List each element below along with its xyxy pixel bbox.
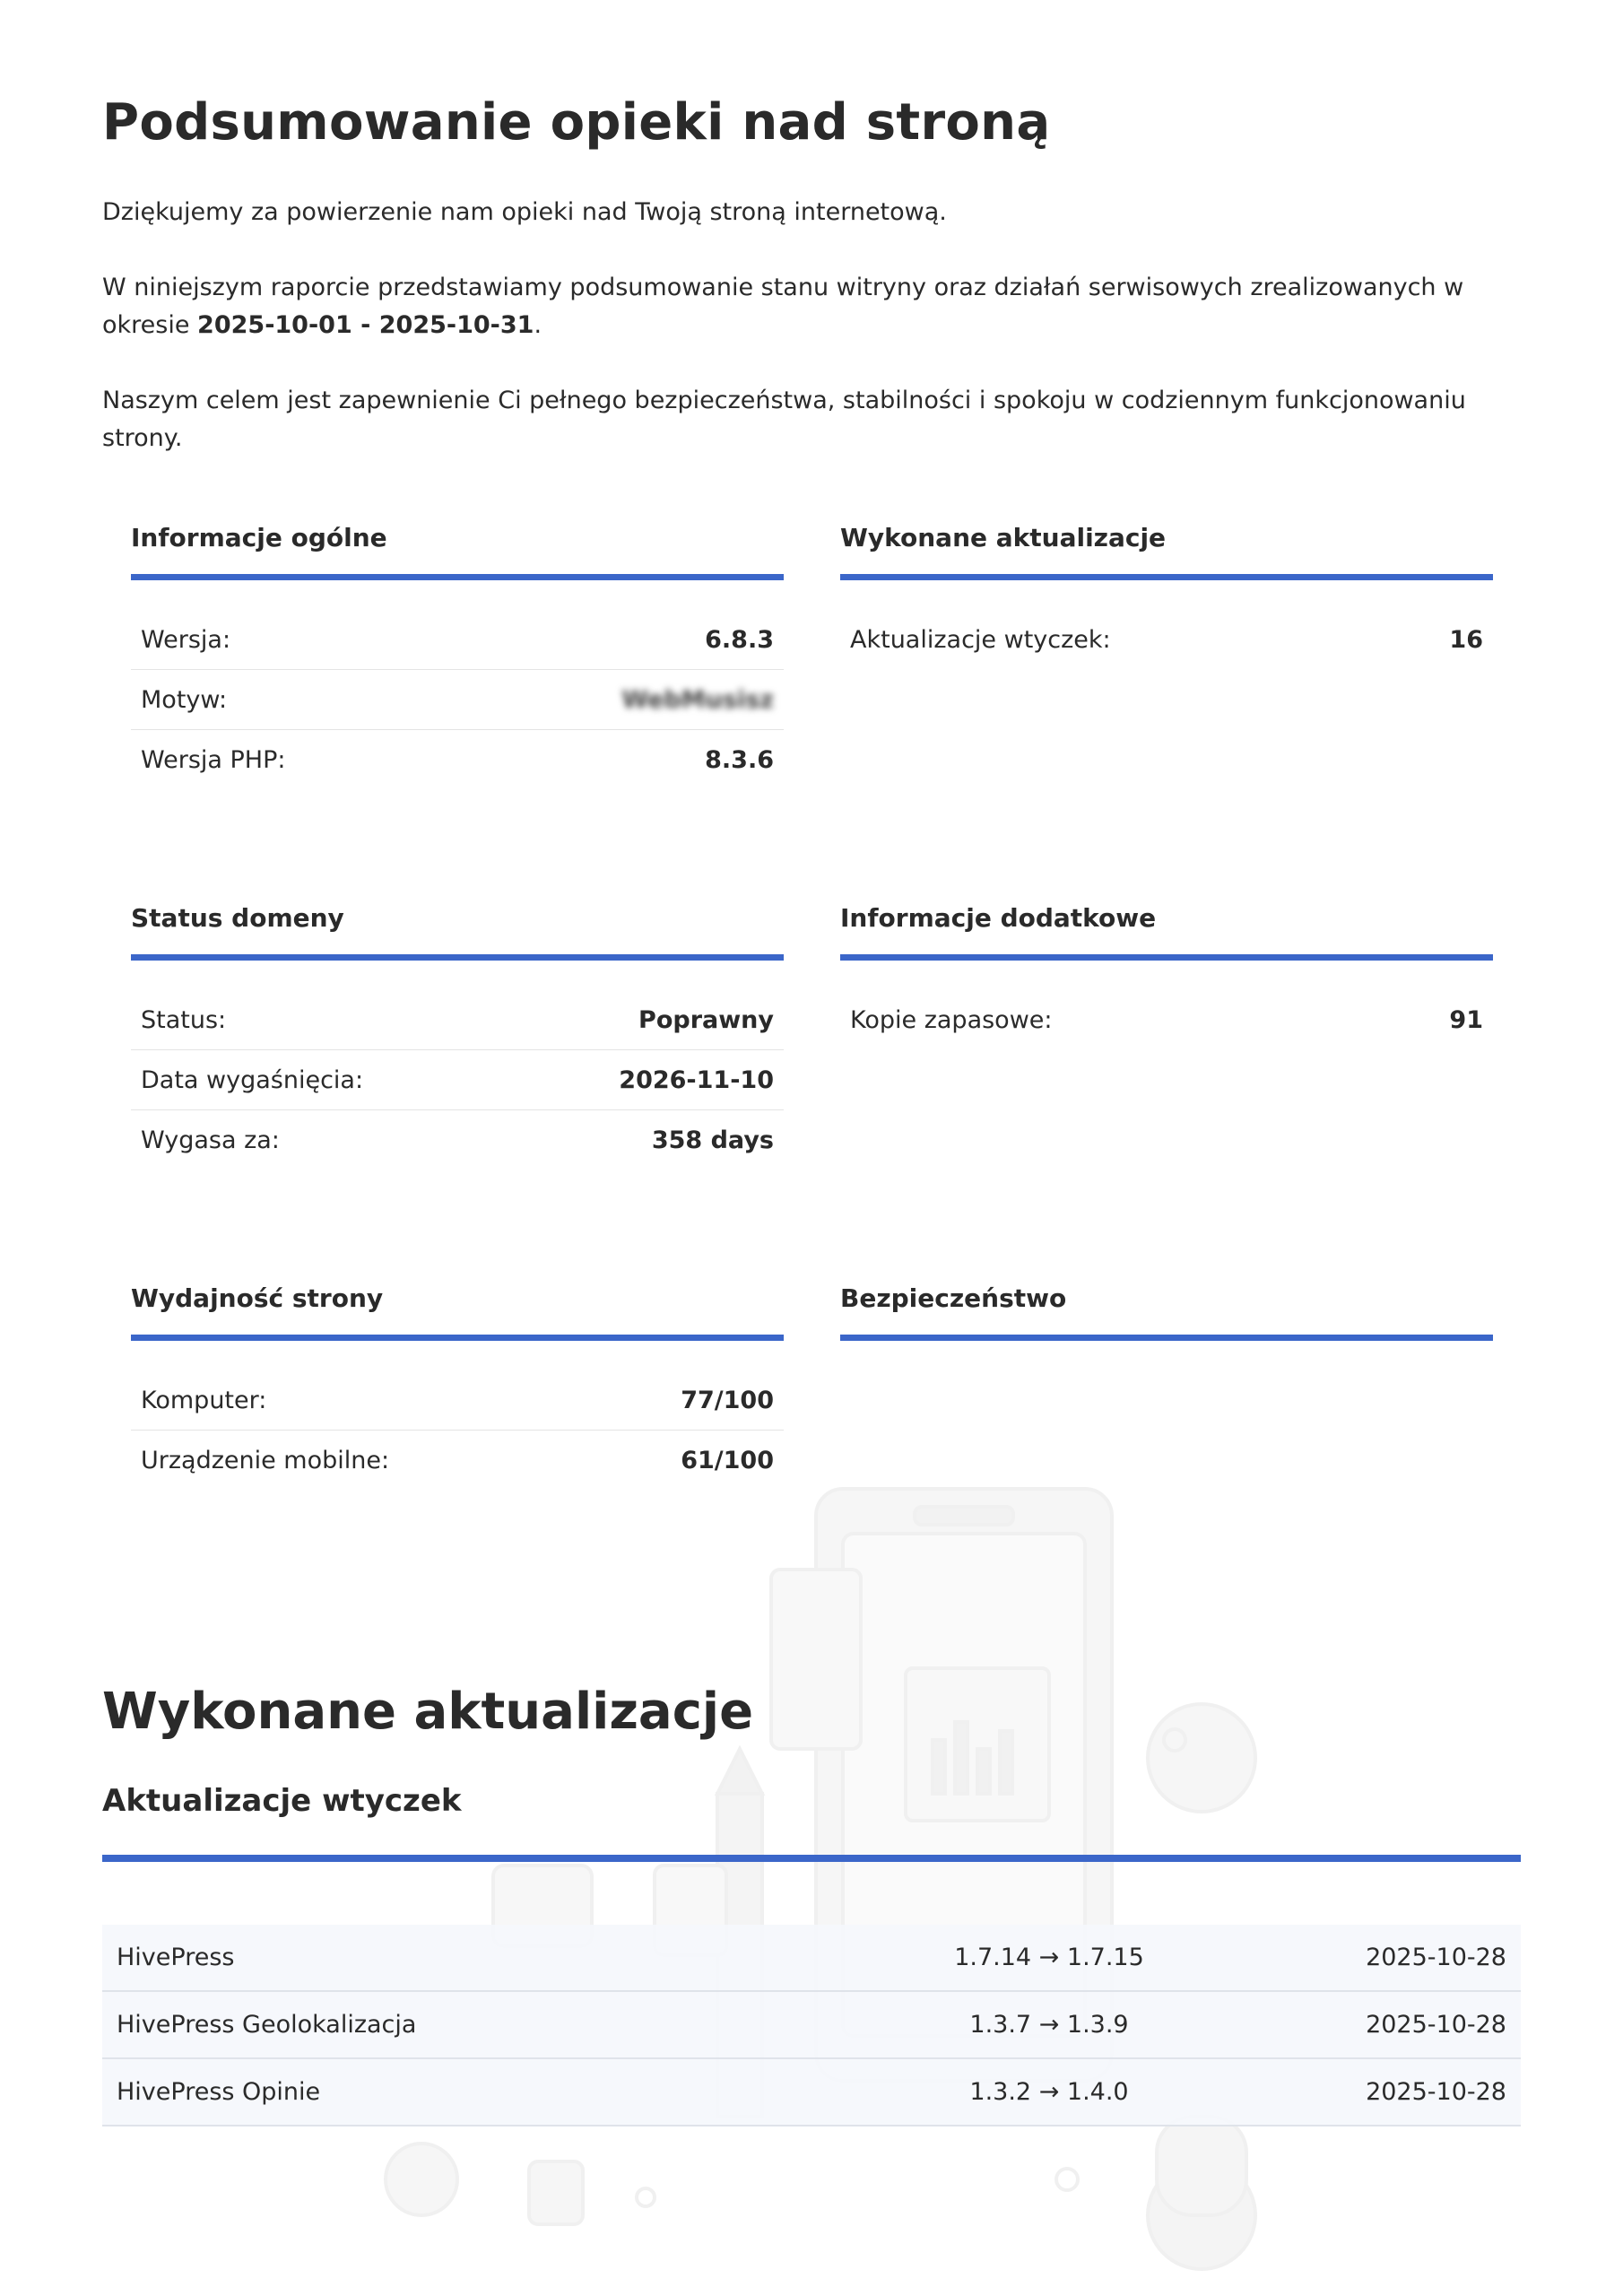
info-row-mobile-score: Urządzenie mobilne: 61/100: [141, 1447, 774, 1474]
plugin-name: HivePress: [117, 1944, 235, 1971]
info-row-theme: Motyw: WebMusisz: [131, 670, 784, 730]
subsection-title-plugin-updates: Aktualizacje wtyczek: [102, 1783, 462, 1819]
card-divider: [131, 954, 784, 961]
info-row-status: Status: Poprawny: [131, 990, 784, 1050]
table-row: [102, 1992, 1521, 2059]
intro-paragraph-1: Dziękujemy za powierzenie nam opieki nad Twoją stroną internetową.: [102, 198, 947, 226]
card-divider: [840, 1335, 1493, 1341]
info-row-backups: Kopie zapasowe: 91: [850, 1006, 1483, 1034]
card-updates: [840, 517, 1493, 696]
card-performance: [131, 1277, 784, 1510]
plugin-name: HivePress Geolokalizacja: [117, 2011, 417, 2039]
card-security: [840, 1277, 1493, 1385]
page-title: Podsumowanie opieki nad stroną: [102, 93, 1051, 152]
card-divider: [131, 574, 784, 580]
info-row-expiry-date: Data wygaśnięcia: 2026-11-10: [131, 1050, 784, 1110]
intro-paragraph-3: Naszym celem jest zapewnienie Ci pełnego bezpieczeństwa, stabilności i spokoju w codziennym funkcjonowaniu strony.: [102, 387, 1466, 452]
info-row-desktop-score: Komputer: 77/100: [131, 1370, 784, 1431]
card-domain-status: [131, 897, 784, 1184]
card-extra-info: [840, 897, 1493, 1076]
plugin-version-change: 1.3.7 → 1.3.9: [969, 2011, 1129, 2039]
plugin-version-change: 1.7.14 → 1.7.15: [954, 1944, 1144, 1971]
card-divider: [840, 574, 1493, 580]
table-row: [102, 2059, 1521, 2126]
theme-name-blurred: WebMusisz: [621, 685, 774, 714]
table-row: [102, 1925, 1521, 1992]
card-divider: [840, 954, 1493, 961]
update-date: 2025-10-28: [1366, 1944, 1506, 1971]
card-title: Informacje dodatkowe: [840, 903, 1157, 933]
plugin-version-change: 1.3.2 → 1.4.0: [969, 2078, 1129, 2106]
card-divider: [131, 1335, 784, 1341]
background-illustration: [260, 1471, 1426, 2296]
section-divider: [102, 1855, 1521, 1862]
info-row-php-version: Wersja PHP: 8.3.6: [141, 746, 774, 774]
intro-paragraph-2: W niniejszym raporcie przedstawiamy podsumowanie stanu witryny oraz działań serwisowych zrealizowanych w okresie 2025-10-01 - 2025-10-31.: [102, 274, 1464, 339]
card-title: Informacje ogólne: [131, 523, 387, 552]
plugin-name: HivePress Opinie: [117, 2078, 321, 2106]
info-row-version: Wersja: 6.8.3: [131, 610, 784, 670]
section-title-updates: Wykonane aktualizacje: [102, 1683, 754, 1741]
info-row-expires-in: Wygasa za: 358 days: [141, 1126, 774, 1154]
plugin-updates-table: [102, 1925, 1521, 2126]
update-date: 2025-10-28: [1366, 2011, 1506, 2039]
card-title: Wydajność strony: [131, 1283, 384, 1313]
info-row-plugin-updates: Aktualizacje wtyczek: 16: [850, 626, 1483, 654]
card-title: Status domeny: [131, 903, 344, 933]
card-title: Bezpieczeństwo: [840, 1283, 1067, 1313]
card-title: Wykonane aktualizacje: [840, 523, 1167, 552]
report-period: 2025-10-01 - 2025-10-31: [197, 311, 534, 339]
card-general-info: [131, 517, 784, 804]
update-date: 2025-10-28: [1366, 2078, 1506, 2106]
